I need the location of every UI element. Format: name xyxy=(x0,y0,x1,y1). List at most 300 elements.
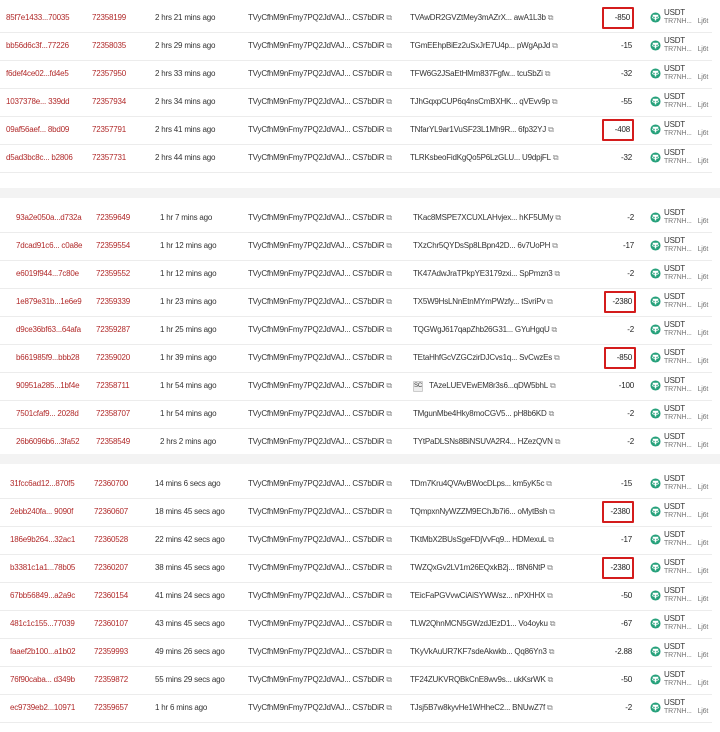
to-address-text[interactable]: TKtMbX2BUsSgeFDjVvFq9... HDMexuL xyxy=(410,535,547,544)
token-contract[interactable] xyxy=(664,567,708,576)
transaction-hash-link[interactable]: d5ad3bc8c... b2806 xyxy=(6,153,73,162)
copy-icon[interactable]: ⧉ xyxy=(555,213,561,222)
transaction-hash-link[interactable]: 7501cfaf9... 2028d xyxy=(16,409,79,418)
token-network: TR7NH... xyxy=(664,484,692,491)
block-number-link[interactable]: 72360154 xyxy=(94,591,128,600)
token-contract[interactable] xyxy=(664,245,708,254)
to-address[interactable] xyxy=(410,554,553,582)
to-address-text[interactable]: TJhGqxpCUP6q4nsCmBXHK... qVEvv9p xyxy=(410,97,550,106)
transaction-hash-link[interactable]: 90951a285...1bf4e xyxy=(16,381,80,390)
from-address-text[interactable]: TVyCfhM9nFmy7PQ2JdVAJ... CS7bDiR xyxy=(248,153,385,162)
token-symbol[interactable]: USDT xyxy=(664,348,685,357)
to-address-text[interactable]: TX5W9HsLNnEtnMYmPWzfy... tSvriPv xyxy=(413,297,546,306)
copy-icon[interactable]: ⧉ xyxy=(386,479,392,488)
from-address[interactable] xyxy=(248,470,392,498)
token-symbol[interactable]: USDT xyxy=(664,614,685,623)
transaction-row xyxy=(0,344,712,373)
copy-icon[interactable]: ⧉ xyxy=(547,591,553,600)
token-info[interactable] xyxy=(664,36,708,58)
token-contract[interactable] xyxy=(664,217,708,226)
token-info[interactable] xyxy=(664,376,708,398)
transaction-hash-link[interactable]: 93a2e050a...d732a xyxy=(16,213,82,222)
token-info[interactable] xyxy=(664,502,708,524)
to-address-text[interactable]: TYtPaDLSNs8BiNSUVA2R4... HZezQVN xyxy=(413,437,553,446)
block-number-link[interactable]: 72359554 xyxy=(96,241,130,250)
from-address-text[interactable]: TVyCfhM9nFmy7PQ2JdVAJ... CS7bDiR xyxy=(248,269,385,278)
transaction-table-panel xyxy=(0,200,720,458)
copy-icon[interactable]: ⧉ xyxy=(547,675,554,684)
from-address-text[interactable]: TVyCfhM9nFmy7PQ2JdVAJ... CS7bDiR xyxy=(248,437,385,446)
block-number-link[interactable]: 72359657 xyxy=(94,703,128,712)
transaction-hash-link[interactable]: d9ce36bf63...64afa xyxy=(16,325,81,334)
amount-value: -50 xyxy=(621,675,632,684)
token-symbol[interactable]: USDT xyxy=(664,264,685,273)
copy-icon[interactable]: ⧉ xyxy=(386,563,392,572)
copy-icon[interactable]: ⧉ xyxy=(544,69,551,78)
transaction-row xyxy=(0,526,712,555)
token-info[interactable] xyxy=(664,8,708,30)
copy-icon[interactable]: ⧉ xyxy=(386,41,392,50)
copy-icon[interactable]: ⧉ xyxy=(386,535,392,544)
to-address[interactable] xyxy=(413,400,554,428)
block-number-link[interactable]: 72358549 xyxy=(96,437,130,446)
copy-icon[interactable]: ⧉ xyxy=(547,13,554,22)
transaction-hash-link[interactable]: 2ebb240fa... 9090f xyxy=(10,507,74,516)
token-suffix: Lj6t xyxy=(697,652,709,659)
to-address-text[interactable]: TQGWgJ617qapZhb26G31... GYuHgqU xyxy=(413,325,550,334)
token-contract[interactable] xyxy=(664,651,708,660)
from-address[interactable] xyxy=(248,144,392,172)
to-address-text[interactable]: TKac8MSPE7XCUXLAHvjex... hKF5UMy xyxy=(413,213,554,222)
from-address-text[interactable]: TVyCfhM9nFmy7PQ2JdVAJ... CS7bDiR xyxy=(248,13,385,22)
token-contract[interactable] xyxy=(664,679,708,688)
block-number-link[interactable]: 72359287 xyxy=(96,325,130,334)
from-address-text[interactable]: TVyCfhM9nFmy7PQ2JdVAJ... CS7bDiR xyxy=(248,675,385,684)
token-network: TR7NH... xyxy=(664,652,692,659)
token-symbol[interactable]: USDT xyxy=(664,8,685,17)
token-symbol[interactable]: USDT xyxy=(664,502,685,511)
token-symbol[interactable]: USDT xyxy=(664,292,685,301)
transaction-hash-link[interactable]: 85f7e1433...70035 xyxy=(6,13,70,22)
to-address-text[interactable]: TXzChr5QYDsSp8LBpn42D... 6v7UoPH xyxy=(413,241,551,250)
token-symbol[interactable]: USDT xyxy=(664,320,685,329)
to-address-text[interactable]: TJsj5B7w8kyvHe1WHheC2... BNUwZ7f xyxy=(410,703,545,712)
token-symbol[interactable]: USDT xyxy=(664,92,685,101)
copy-icon[interactable]: ⧉ xyxy=(386,353,392,362)
token-contract[interactable] xyxy=(664,483,708,492)
token-info[interactable] xyxy=(664,120,708,142)
to-address[interactable] xyxy=(413,232,558,260)
to-address-text[interactable]: TK47AdwJraTPkpYE3179zxi... SpPmzn3 xyxy=(413,269,553,278)
copy-icon[interactable]: ⧉ xyxy=(554,353,560,362)
token-info[interactable] xyxy=(664,586,708,608)
block-number-link[interactable]: 72358199 xyxy=(92,13,126,22)
token-info[interactable] xyxy=(664,404,708,426)
from-address-text[interactable]: TVyCfhM9nFmy7PQ2JdVAJ... CS7bDiR xyxy=(248,325,385,334)
usdt-tether-icon xyxy=(650,352,661,363)
token-contract[interactable] xyxy=(664,511,708,520)
copy-icon[interactable]: ⧉ xyxy=(386,297,392,306)
token-info[interactable] xyxy=(664,236,708,258)
transaction-hash-link[interactable]: b661985f9...bbb28 xyxy=(16,353,80,362)
token-contract[interactable] xyxy=(664,129,708,138)
to-address[interactable] xyxy=(410,694,553,722)
copy-icon[interactable]: ⧉ xyxy=(548,125,554,134)
to-address-text[interactable]: TF24ZUKVRQBkCnE8wv9s... ukKsrWK xyxy=(410,675,546,684)
token-symbol[interactable]: USDT xyxy=(664,432,685,441)
from-address-text[interactable]: TVyCfhM9nFmy7PQ2JdVAJ... CS7bDiR xyxy=(248,381,385,390)
token-symbol[interactable]: USDT xyxy=(664,698,685,707)
copy-icon[interactable]: ⧉ xyxy=(386,703,392,712)
block-number-link[interactable]: 72359020 xyxy=(96,353,130,362)
token-symbol[interactable]: USDT xyxy=(664,642,685,651)
copy-icon[interactable]: ⧉ xyxy=(546,703,553,712)
from-address[interactable] xyxy=(248,232,392,260)
to-address[interactable] xyxy=(410,610,555,638)
copy-icon[interactable]: ⧉ xyxy=(386,269,392,278)
token-symbol[interactable]: USDT xyxy=(664,148,685,157)
transaction-hash-link[interactable]: 67bb56849...a2a9c xyxy=(10,591,76,600)
token-info[interactable] xyxy=(664,530,708,552)
amount-highlighted: -850 xyxy=(604,347,636,369)
transaction-hash-link[interactable]: 1e879e31b...1e6e9 xyxy=(16,297,82,306)
copy-icon[interactable]: ⧉ xyxy=(386,675,392,684)
token-symbol[interactable]: USDT xyxy=(664,36,685,45)
from-address[interactable] xyxy=(248,400,392,428)
from-address-text[interactable]: TVyCfhM9nFmy7PQ2JdVAJ... CS7bDiR xyxy=(248,563,385,572)
token-info[interactable] xyxy=(664,320,708,342)
copy-icon[interactable]: ⧉ xyxy=(549,381,556,390)
token-symbol[interactable]: USDT xyxy=(664,120,685,129)
token-info[interactable] xyxy=(664,474,708,496)
transaction-hash-link[interactable]: f6def4ce02...fd4e5 xyxy=(6,69,69,78)
token-contract[interactable] xyxy=(664,413,708,422)
block-number-link[interactable]: 72360700 xyxy=(94,479,128,488)
token-info[interactable] xyxy=(664,558,708,580)
to-address-text[interactable]: TFW6G2JSaEtHMm837Fgfw... tcuSbZi xyxy=(410,69,543,78)
transaction-row xyxy=(0,260,712,289)
copy-icon[interactable]: ⧉ xyxy=(547,297,553,306)
from-address-text[interactable]: TVyCfhM9nFmy7PQ2JdVAJ... CS7bDiR xyxy=(248,479,385,488)
token-suffix: Lj6t xyxy=(697,130,709,137)
from-address-text[interactable]: TVyCfhM9nFmy7PQ2JdVAJ... CS7bDiR xyxy=(248,507,385,516)
transaction-hash-link[interactable]: ec9739eb2...10971 xyxy=(10,703,76,712)
to-address[interactable] xyxy=(410,666,553,694)
to-address[interactable] xyxy=(413,428,560,456)
block-number-link[interactable]: 72360207 xyxy=(94,563,128,572)
copy-icon[interactable]: ⧉ xyxy=(386,325,392,334)
copy-icon[interactable]: ⧉ xyxy=(547,563,553,572)
token-contract[interactable] xyxy=(664,707,708,716)
transaction-hash-link[interactable]: 09af56aef... 8bd09 xyxy=(6,125,70,134)
block-number-link[interactable]: 72360528 xyxy=(94,535,128,544)
from-address[interactable] xyxy=(248,344,392,372)
to-address[interactable] xyxy=(410,88,557,116)
from-address[interactable] xyxy=(248,316,392,344)
from-address[interactable] xyxy=(248,428,392,456)
to-address[interactable] xyxy=(413,316,557,344)
copy-icon[interactable]: ⧉ xyxy=(554,437,561,446)
to-address[interactable] xyxy=(413,344,560,372)
usdt-tether-icon xyxy=(650,408,661,419)
to-address[interactable] xyxy=(410,144,558,172)
transaction-hash-link[interactable]: 1037378e... 339dd xyxy=(6,97,70,106)
to-address[interactable] xyxy=(429,372,555,400)
token-info[interactable] xyxy=(664,64,708,86)
copy-icon[interactable]: ⧉ xyxy=(386,125,392,134)
transaction-row xyxy=(0,204,712,233)
copy-icon[interactable]: ⧉ xyxy=(554,269,561,278)
copy-icon[interactable]: ⧉ xyxy=(386,437,392,446)
to-address[interactable] xyxy=(410,526,554,554)
from-address[interactable] xyxy=(248,4,392,32)
from-address[interactable] xyxy=(248,372,392,400)
to-address[interactable] xyxy=(410,470,552,498)
from-address-text[interactable]: TVyCfhM9nFmy7PQ2JdVAJ... CS7bDiR xyxy=(248,297,385,306)
usdt-tether-icon xyxy=(650,436,661,447)
to-address[interactable] xyxy=(410,60,550,88)
block-number-link[interactable]: 72359993 xyxy=(94,647,128,656)
token-info[interactable] xyxy=(664,148,708,170)
transaction-age: 38 mins 45 secs ago xyxy=(155,563,225,572)
token-symbol[interactable]: USDT xyxy=(664,236,685,245)
token-contract[interactable] xyxy=(664,301,708,310)
copy-icon[interactable]: ⧉ xyxy=(386,507,392,516)
from-address-text[interactable]: TVyCfhM9nFmy7PQ2JdVAJ... CS7bDiR xyxy=(248,353,385,362)
transaction-hash-link[interactable]: 7dcad91c6... c0a8e xyxy=(16,241,83,250)
panel-divider xyxy=(0,188,720,198)
from-address-text[interactable]: TVyCfhM9nFmy7PQ2JdVAJ... CS7bDiR xyxy=(248,647,385,656)
usdt-tether-icon xyxy=(650,68,661,79)
to-address-text[interactable]: TKyVkAuUR7KF7sdeAkwkb... Qq86Yn3 xyxy=(410,647,547,656)
token-symbol[interactable]: USDT xyxy=(664,376,685,385)
from-address[interactable] xyxy=(248,582,392,610)
token-suffix: Lj6t xyxy=(697,218,709,225)
from-address-text[interactable]: TVyCfhM9nFmy7PQ2JdVAJ... CS7bDiR xyxy=(248,409,385,418)
transaction-age: 2 hrs 33 mins ago xyxy=(155,69,216,78)
transaction-hash-link[interactable]: faaef2b100...a1b02 xyxy=(10,647,76,656)
block-number-link[interactable]: 72357731 xyxy=(92,153,126,162)
from-address[interactable] xyxy=(248,694,392,722)
copy-icon[interactable]: ⧉ xyxy=(551,97,558,106)
transaction-row xyxy=(0,372,712,401)
to-address-text[interactable]: TDm7Kru4QVAvBWocDLps... km5yK5c xyxy=(410,479,545,488)
usdt-tether-icon xyxy=(650,534,661,545)
copy-icon[interactable]: ⧉ xyxy=(386,619,392,628)
token-contract[interactable] xyxy=(664,623,708,632)
token-info[interactable] xyxy=(664,642,708,664)
from-address-text[interactable]: TVyCfhM9nFmy7PQ2JdVAJ... CS7bDiR xyxy=(248,213,385,222)
from-address[interactable] xyxy=(248,116,392,144)
to-address-text[interactable]: TEicFaPGVvwCiAiSYWWsz... nPXHHX xyxy=(410,591,546,600)
copy-icon[interactable]: ⧉ xyxy=(386,409,392,418)
from-address[interactable] xyxy=(248,526,392,554)
copy-icon[interactable]: ⧉ xyxy=(546,479,552,488)
to-address[interactable] xyxy=(410,4,553,32)
from-address[interactable] xyxy=(248,204,392,232)
to-address-text[interactable]: TNfarYL9ar1VuSF23L1Mh9R... 6fp32YJ xyxy=(410,125,547,134)
from-address[interactable] xyxy=(248,554,392,582)
from-address-text[interactable]: TVyCfhM9nFmy7PQ2JdVAJ... CS7bDiR xyxy=(248,591,385,600)
transaction-age: 49 mins 26 secs ago xyxy=(155,647,225,656)
to-address[interactable] xyxy=(410,638,554,666)
from-address[interactable] xyxy=(248,610,392,638)
token-info[interactable] xyxy=(664,698,708,720)
copy-icon[interactable]: ⧉ xyxy=(386,213,392,222)
transaction-age: 1 hr 12 mins ago xyxy=(160,241,217,250)
from-address[interactable] xyxy=(248,260,392,288)
copy-icon[interactable]: ⧉ xyxy=(386,69,392,78)
to-address-text[interactable]: TLW2QhnMCN5GWzdJEzD1... Vo4oyku xyxy=(410,619,548,628)
transaction-row xyxy=(0,288,712,317)
token-contract[interactable] xyxy=(664,101,708,110)
token-symbol[interactable]: USDT xyxy=(664,586,685,595)
transaction-hash-link[interactable]: 26b6096b6...3fa52 xyxy=(16,437,80,446)
to-address[interactable] xyxy=(410,498,555,526)
transaction-row xyxy=(0,316,712,345)
copy-icon[interactable]: ⧉ xyxy=(552,41,558,50)
block-number-link[interactable]: 72360107 xyxy=(94,619,128,628)
copy-icon[interactable]: ⧉ xyxy=(548,535,554,544)
from-address[interactable] xyxy=(248,60,392,88)
from-address-text[interactable]: TVyCfhM9nFmy7PQ2JdVAJ... CS7bDiR xyxy=(248,125,385,134)
block-number-link[interactable]: 72359339 xyxy=(96,297,130,306)
token-symbol[interactable]: USDT xyxy=(664,670,685,679)
token-symbol[interactable]: USDT xyxy=(664,404,685,413)
copy-icon[interactable]: ⧉ xyxy=(549,619,556,628)
transaction-hash-link[interactable]: 76f90caba... d349b xyxy=(10,675,75,684)
copy-icon[interactable]: ⧉ xyxy=(552,241,558,250)
transaction-age: 22 mins 42 secs ago xyxy=(155,535,225,544)
usdt-tether-icon xyxy=(650,240,661,251)
block-number-link[interactable]: 72357934 xyxy=(92,97,126,106)
token-symbol[interactable]: USDT xyxy=(664,558,685,567)
copy-icon[interactable]: ⧉ xyxy=(386,591,392,600)
token-symbol[interactable]: USDT xyxy=(664,530,685,539)
to-address-text[interactable]: TQmpxnNyWZZM9EChJb7i6... oMytBsh xyxy=(410,507,548,516)
block-number-link[interactable]: 72359552 xyxy=(96,269,130,278)
token-contract[interactable] xyxy=(664,329,708,338)
token-suffix: Lj6t xyxy=(697,274,709,281)
token-contract[interactable] xyxy=(664,539,708,548)
token-network: TR7NH... xyxy=(664,624,692,631)
to-address-text[interactable]: TGmEEhpBiEz2uSxJrE7U4p... pWgApJd xyxy=(410,41,551,50)
token-contract[interactable] xyxy=(664,157,708,166)
copy-icon[interactable]: ⧉ xyxy=(386,97,392,106)
from-address[interactable] xyxy=(248,288,392,316)
from-address[interactable] xyxy=(248,498,392,526)
transaction-hash-link[interactable]: 31fcc6ad12...870f5 xyxy=(10,479,75,488)
token-contract[interactable] xyxy=(664,385,708,394)
transaction-row xyxy=(0,144,712,173)
block-number-link[interactable]: 72359649 xyxy=(96,213,130,222)
token-contract[interactable] xyxy=(664,595,708,604)
copy-icon[interactable]: ⧉ xyxy=(386,241,392,250)
to-address-text[interactable]: TWZQxGv2LV1m26EQxkB2j... f8N6NtP xyxy=(410,563,546,572)
token-symbol[interactable]: USDT xyxy=(664,64,685,73)
transaction-hash-link[interactable]: b3381c1a1...78b05 xyxy=(10,563,76,572)
to-address[interactable] xyxy=(410,582,553,610)
transaction-hash-link[interactable]: 481c1c155...77039 xyxy=(10,619,75,628)
from-address-text[interactable]: TVyCfhM9nFmy7PQ2JdVAJ... CS7bDiR xyxy=(248,97,385,106)
panel-divider xyxy=(0,454,720,464)
token-contract[interactable] xyxy=(664,357,708,366)
to-address-text[interactable]: TVAwDR2GVZtMey3mAZrX... awA1L3b xyxy=(410,13,546,22)
block-number-link[interactable]: 72358707 xyxy=(96,409,130,418)
token-info[interactable] xyxy=(664,92,708,114)
token-info[interactable] xyxy=(664,432,708,454)
from-address-text[interactable]: TVyCfhM9nFmy7PQ2JdVAJ... CS7bDiR xyxy=(248,619,385,628)
copy-icon[interactable]: ⧉ xyxy=(386,381,392,390)
copy-icon[interactable]: ⧉ xyxy=(552,153,559,162)
from-address[interactable] xyxy=(248,32,392,60)
token-info[interactable] xyxy=(664,264,708,286)
token-info[interactable] xyxy=(664,614,708,636)
token-info[interactable] xyxy=(664,348,708,370)
from-address-text[interactable]: TVyCfhM9nFmy7PQ2JdVAJ... CS7bDiR xyxy=(248,535,385,544)
to-address-text[interactable]: TEtaHhfGcVZGCzirDJCvs1q... SvCwzEs xyxy=(413,353,553,362)
to-address-text[interactable]: TLRKsbeoFidKgQo5P6LzGLU... U9dpjFL xyxy=(410,153,551,162)
to-address[interactable] xyxy=(413,288,553,316)
copy-icon[interactable]: ⧉ xyxy=(386,647,392,656)
token-network: TR7NH... xyxy=(664,18,692,25)
from-address[interactable] xyxy=(248,638,392,666)
amount-value: -17 xyxy=(623,241,634,250)
token-info[interactable] xyxy=(664,292,708,314)
block-number-link[interactable]: 72357791 xyxy=(92,125,126,134)
token-contract[interactable] xyxy=(664,45,708,54)
token-contract[interactable] xyxy=(664,17,708,26)
from-address-text[interactable]: TVyCfhM9nFmy7PQ2JdVAJ... CS7bDiR xyxy=(248,69,385,78)
copy-icon[interactable]: ⧉ xyxy=(386,13,392,22)
block-number-link[interactable]: 72357950 xyxy=(92,69,126,78)
to-address[interactable] xyxy=(413,260,560,288)
copy-icon[interactable]: ⧉ xyxy=(551,325,558,334)
block-number-link[interactable]: 72358711 xyxy=(96,381,130,390)
token-suffix: Lj6t xyxy=(697,624,709,631)
transaction-hash-link[interactable]: e6019f944...7c80e xyxy=(16,269,79,278)
from-address-text[interactable]: TVyCfhM9nFmy7PQ2JdVAJ... CS7bDiR xyxy=(248,703,385,712)
to-address-text[interactable]: TMgunMbe4Hky8moCGV5... pH8b6KD xyxy=(413,409,547,418)
token-symbol[interactable]: USDT xyxy=(664,208,685,217)
token-symbol[interactable]: USDT xyxy=(664,474,685,483)
block-number-link[interactable]: 72360607 xyxy=(94,507,128,516)
to-address[interactable] xyxy=(413,204,561,232)
from-address-text[interactable]: TVyCfhM9nFmy7PQ2JdVAJ... CS7bDiR xyxy=(248,241,385,250)
transaction-hash-link[interactable]: 186e9b264...32ac1 xyxy=(10,535,76,544)
copy-icon[interactable]: ⧉ xyxy=(548,647,555,656)
block-number-link[interactable]: 72358035 xyxy=(92,41,126,50)
copy-icon[interactable]: ⧉ xyxy=(548,409,555,418)
transaction-hash-link[interactable]: bb56d6c3f...77226 xyxy=(6,41,69,50)
token-info[interactable] xyxy=(664,670,708,692)
token-contract[interactable] xyxy=(664,273,708,282)
from-address[interactable] xyxy=(248,88,392,116)
token-info[interactable] xyxy=(664,208,708,230)
copy-icon[interactable]: ⧉ xyxy=(549,507,555,516)
token-network: TR7NH... xyxy=(664,102,692,109)
block-number-link[interactable]: 72359872 xyxy=(94,675,128,684)
usdt-tether-icon xyxy=(650,124,661,135)
token-contract[interactable] xyxy=(664,441,708,450)
to-address-text[interactable]: TAzeLUEVEwEM8r3s6...qDW5bhL xyxy=(429,381,548,390)
from-address-text[interactable]: TVyCfhM9nFmy7PQ2JdVAJ... CS7bDiR xyxy=(248,41,385,50)
token-contract[interactable] xyxy=(664,73,708,82)
to-address[interactable] xyxy=(410,32,558,60)
to-address[interactable] xyxy=(410,116,554,144)
copy-icon[interactable]: ⧉ xyxy=(386,153,392,162)
from-address[interactable] xyxy=(248,666,392,694)
